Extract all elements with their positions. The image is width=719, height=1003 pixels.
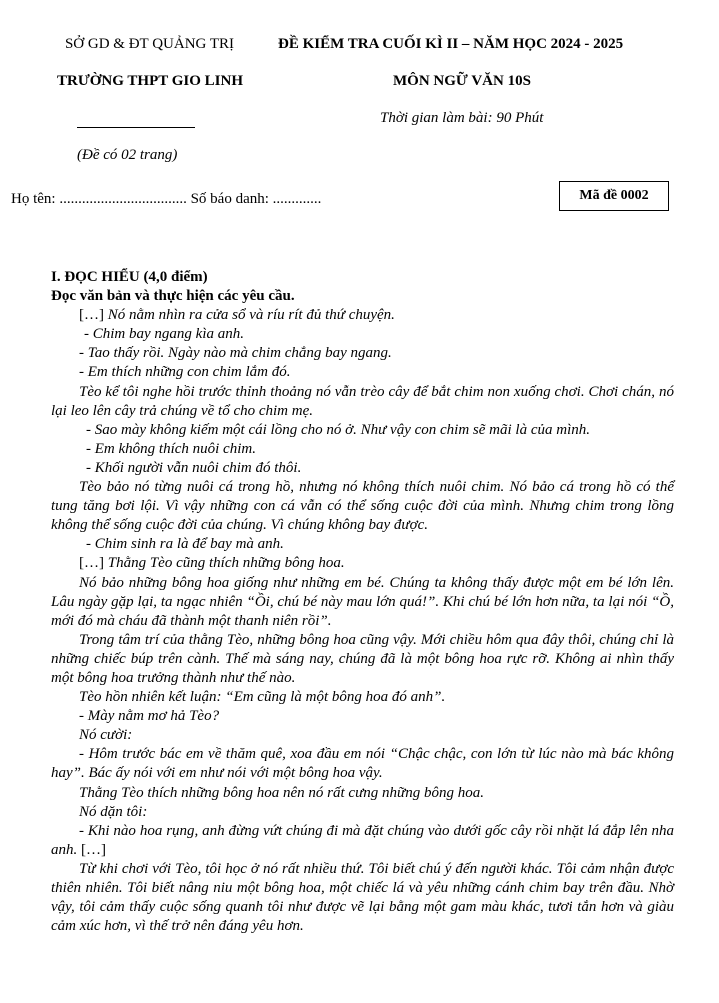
school-name: TRƯỜNG THPT GIO LINH [56, 73, 243, 89]
ellipsis-mark: […] [79, 307, 104, 324]
passage-line: - Chim bay ngang kìa anh. [84, 326, 244, 343]
header-divider [77, 127, 195, 128]
passage-line: - Mày nằm mơ hả Tèo? [79, 708, 220, 725]
student-info-line: Họ tên: .................................. Số báo danh: ............. [11, 191, 322, 207]
passage-line: Tèo hồn nhiên kết luận: “Em cũng là một bông hoa đó anh”. [79, 689, 446, 706]
reading-section [51, 268, 674, 936]
passage-line: - Chim sinh ra là để bay mà anh. [86, 536, 284, 553]
passage-line: - Em không thích nuôi chim. [86, 440, 256, 457]
passage-line: - Tao thấy rồi. Ngày nào mà chim chẳng bay ngang. [79, 345, 392, 362]
passage-line: - Sao mày không kiếm một cái lồng cho nó ở. Như vậy con chim sẽ mãi là của mình. [86, 421, 591, 438]
exam-code-box [559, 181, 669, 211]
ellipsis-mark: […] [81, 841, 106, 858]
passage-paragraph [51, 822, 674, 860]
page-count-note: (Đề có 02 trang) [77, 147, 178, 163]
passage-line: Nó cười: [79, 727, 133, 744]
section-instruction: Đọc văn bản và thực hiện các yêu cầu. [51, 288, 295, 305]
passage-text: Thằng Tèo cũng thích những bông hoa. [104, 555, 345, 572]
passage-paragraph: Trong tâm trí của thằng Tèo, những bông hoa cũng vậy. Mới chiều hôm qua đây thôi, chúng chỉ là những chiếc búp trên cành. Thế mà sáng nay, chúng đã là một bông hoa rực rỡ. Không ai nhìn thấy một bông hoa trưởng thành như thế nào. [51, 631, 674, 686]
subject-title: MÔN NGỮ VĂN 10S [393, 73, 531, 89]
passage-paragraph: Từ khi chơi với Tèo, tôi học ở nó rất nhiều thứ. Tôi biết chú ý đến người khác. Tôi cảm nhận được thiên nhiên. Tôi biết nâng niu một bông hoa, một chiếc lá và yêu những cánh chim bay trên đầu. Nhờ vậy, tôi cảm thấy cuộc sống quanh tôi như được vẽ lại bằng một gam màu khác, tươi tắn hơn và giàu cảm xúc hơn, vì thế trở nên đáng yêu hơn. [51, 860, 674, 935]
passage-text: - Khi nào hoa rụng, anh đừng vứt chúng đi mà đặt chúng vào dưới gốc cây rồi nhặt lá đắp lên nha anh. [51, 822, 674, 858]
passage-paragraph: Tèo bảo nó từng nuôi cá trong hồ, nhưng nó không thích nuôi chim. Nó bảo cá trong hồ có thể tung tăng bơi lội. Vì vậy những con cá vẫn có thể sống cuộc đời của mình. Nhưng chim trong lồng không thể sống cuộc đời của chúng. Vì chúng không bay được. [51, 479, 674, 534]
passage-line: - Khối người vẫn nuôi chim đó thôi. [86, 459, 302, 476]
passage-text: Nó nằm nhìn ra cửa sổ và ríu rít đủ thứ chuyện. [104, 307, 395, 324]
passage-line: Nó dặn tôi: [79, 803, 148, 820]
passage-paragraph: - Hôm trước bác em về thăm quê, xoa đầu em nói “Chậc chậc, con lớn từ lúc nào mà bác không hay”. Bác ấy nói với em như nói với một bông hoa vậy. [51, 746, 674, 782]
passage-paragraph: Nó bảo những bông hoa giống như những em bé. Chúng ta không thấy được một em bé lớn lên. Lâu ngày gặp lại, ta ngạc nhiên “Ồi, chú bé này mau lớn quá!”. Khi chú bé lớn hơn nữa, ta lại nói “Ồ, mới đó mà cháu đã thành một thanh niên rồi”. [51, 574, 674, 629]
passage-line: Thằng Tèo thích những bông hoa nên nó rất cưng những bông hoa. [79, 784, 484, 801]
exam-title: ĐỀ KIỂM TRA CUỐI KÌ II – NĂM HỌC 2024 - 2025 [278, 36, 624, 52]
passage-paragraph: Tèo kể tôi nghe hồi trước thỉnh thoảng nó vẫn trèo cây để bắt chim non xuống chơi. Chơi chán, nó lại leo lên cây trả chúng về tổ cho chim mẹ. [51, 383, 674, 419]
section-title: I. ĐỌC HIỂU (4,0 điểm) [51, 269, 208, 285]
passage-line [51, 306, 674, 325]
passage-line: - Em thích những con chim lắm đó. [79, 364, 291, 381]
exam-code: Mã đề 0002 [579, 188, 649, 203]
department-name: SỞ GD & ĐT QUẢNG TRỊ [64, 36, 235, 52]
exam-duration: Thời gian làm bài: 90 Phút [380, 110, 544, 126]
passage-line [51, 554, 674, 573]
ellipsis-mark: […] [79, 555, 104, 572]
